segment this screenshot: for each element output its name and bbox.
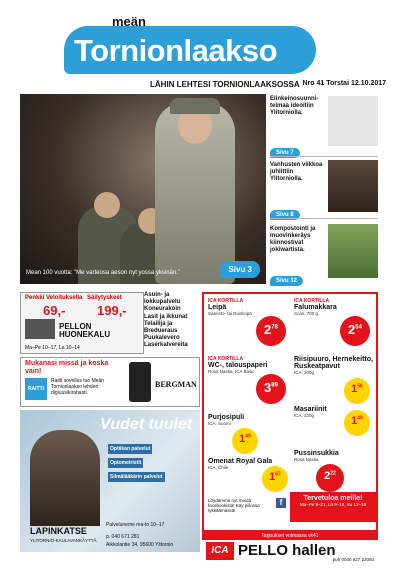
- product-name: WC-, talouspaperi: [208, 362, 268, 369]
- facebook-icon[interactable]: f: [276, 498, 286, 508]
- ad-brand: PELLON HUONEKALU: [59, 322, 111, 339]
- price-badge: [344, 378, 370, 404]
- price-cents: 89: [271, 382, 278, 389]
- product-name: Pussinsukkia: [294, 450, 339, 457]
- product-pussinsukkia[interactable]: [294, 450, 339, 462]
- hero-caption: Mean 100 vuotta: "Me varteosa aeson nyt yossa yksinän.": [26, 270, 181, 276]
- divider: [270, 156, 378, 157]
- price-badge: [340, 316, 370, 346]
- product-paperi[interactable]: [208, 356, 268, 374]
- ica-card-tag: ICA KORTILLA: [208, 356, 244, 362]
- teaser-page-badge[interactable]: Sivu 8: [270, 210, 300, 220]
- ica-logo: ICA: [206, 542, 234, 560]
- product-masariinit[interactable]: [294, 406, 327, 418]
- product-desc: ICA, 300g: [294, 370, 315, 375]
- product-name: Riisipuuro, Hernekeitto, Ruskeatpavut: [294, 356, 373, 370]
- logo-subtitle: LÄHIN LEHTESI TORNIONLAAKSOSSA: [150, 80, 300, 89]
- price-euro: 1: [269, 471, 276, 483]
- teaser-1[interactable]: [270, 96, 324, 117]
- ad-hours: Ma–Pe 10–17, La 10–14: [25, 345, 80, 351]
- bench-image: [25, 319, 55, 339]
- price-euro: 1: [351, 383, 358, 395]
- teaser-page-badge[interactable]: Sivu 7: [270, 148, 300, 158]
- product-name: Falumakkara: [294, 304, 337, 311]
- ica-card-tag: ICA KORTILLA: [294, 298, 330, 304]
- ad-point: Silmälääkärin palvelut: [110, 474, 163, 480]
- teaser-3[interactable]: [270, 226, 326, 254]
- ad-line: Penkki Veloituksella: [25, 295, 83, 301]
- teaser-page-badge[interactable]: Sivu 12: [270, 276, 303, 286]
- ad-list-item: Bredueraus: [144, 328, 178, 335]
- product-desc: ICA, Chile: [208, 465, 229, 470]
- ad-brand: LAPINKATSE: [30, 526, 87, 536]
- product-omenat[interactable]: [208, 458, 272, 470]
- price-euro: 1: [239, 433, 246, 445]
- price-badge: [232, 428, 258, 454]
- ad-list-item: Lasit ja ikkunat: [144, 313, 188, 320]
- price-euro: 2: [324, 470, 331, 482]
- ad-list-item: Koneurakoin: [144, 306, 181, 313]
- product-desc: Saaristo- tai Ruisleipä: [208, 311, 252, 316]
- ad-list-item: Telailija ja: [144, 320, 173, 327]
- ica-valid-bar: [202, 532, 378, 540]
- teaser-image[interactable]: [328, 96, 378, 146]
- ad-list-item: Puukalevero: [144, 335, 180, 342]
- ad-line: Säilytyskeet: [87, 295, 122, 301]
- price-badge: [344, 410, 370, 436]
- logo-prefix: meän: [112, 14, 146, 29]
- ad-price: 199,-: [97, 303, 127, 318]
- divider: [270, 218, 378, 219]
- product-desc: Rosa Nastia: [294, 457, 319, 462]
- product-desc: Scan, 700 g: [294, 311, 319, 316]
- hero-figure-head: [94, 192, 120, 218]
- product-name: Masariinit: [294, 406, 327, 413]
- product-name: Omenat Royal Gala: [208, 458, 273, 465]
- product-leipa[interactable]: [208, 298, 260, 316]
- price-euro: 1: [351, 415, 358, 427]
- ad-point: Optometristit: [110, 460, 142, 466]
- facebook-note: Löydämme nyt meidä facebookista! Käy piilossa tykkäämässä!: [208, 498, 260, 513]
- teaser-2[interactable]: [270, 162, 326, 183]
- ad-title: Mukanasi missä ja koska vain!: [25, 360, 109, 375]
- product-falumakkara[interactable]: [294, 298, 337, 316]
- welcome-text: Tervetuloa meille!: [303, 495, 363, 502]
- ad-body: Raitti sovellus tuo Meän Tornionlaakso lehden digiuusikirahasti.: [51, 378, 105, 396]
- price-cents: 49: [245, 433, 251, 440]
- ad-pello-huonekalu[interactable]: [20, 292, 144, 354]
- ad-point: Optiikan palvelut: [110, 446, 151, 452]
- ad-list-item: lokkupalvelu: [144, 299, 181, 306]
- price-euro: 2: [348, 322, 356, 337]
- price-badge: [316, 464, 344, 492]
- ad-ica[interactable]: [202, 292, 378, 532]
- opening-hours: Ma–Pe 9–21, La 9–18, Su 12–18: [299, 502, 367, 507]
- ad-phone: p. 040 671 281: [106, 534, 140, 540]
- store-phone: puh 0040 927 22050: [332, 557, 374, 562]
- price-cents: 54: [355, 324, 362, 331]
- ica-footer[interactable]: [202, 542, 378, 562]
- product-desc: ICA, Suomi: [208, 421, 231, 426]
- store-name: PELLO hallen: [238, 542, 336, 559]
- raitti-logo: RAITTI: [25, 378, 47, 400]
- teaser-text: Kompostointi ja muovinkeräys kiinnostivat jokiwartista.: [270, 226, 316, 253]
- phone-image: [129, 362, 151, 402]
- product-name: Purjosipuli: [208, 414, 245, 421]
- ica-card-tag: ICA KORTILLA: [208, 298, 244, 304]
- ad-service-list[interactable]: [144, 292, 200, 354]
- ad-address: Aikkolantie 34, 95600 Ylitornio: [106, 542, 174, 548]
- price-euro: 2: [264, 322, 272, 337]
- ad-hours: Palveluneme ma-to 10–17: [106, 522, 165, 528]
- price-cents: 67: [275, 471, 281, 478]
- ad-raitti[interactable]: [20, 357, 200, 407]
- issue-number: Nro 41 Torstai 12.10.2017: [302, 80, 386, 87]
- teaser-image[interactable]: [328, 224, 378, 278]
- bergman-logo: BERGMAN: [155, 380, 197, 389]
- product-purjosipuli[interactable]: [208, 414, 244, 426]
- price-euro: 3: [264, 380, 272, 395]
- price-badge: [256, 374, 286, 404]
- ad-price: 69,-: [43, 303, 66, 318]
- model-image: [30, 430, 100, 526]
- hero-page-badge[interactable]: Sivu 3: [220, 261, 260, 278]
- product-name: Leipä: [208, 304, 227, 311]
- product-desc: Rosa Nastia, ICA Basic: [208, 369, 255, 374]
- hero-cap: [170, 98, 220, 114]
- price-badge: [262, 466, 288, 492]
- logo-title: Tornionlaakso: [74, 33, 278, 68]
- product-riisipuuro[interactable]: [294, 356, 376, 375]
- price-cents: 78: [271, 324, 278, 331]
- valid-text: Tarjoukset voimassa vk41: [261, 533, 319, 539]
- teaser-text: Vanhusten viikkoa juhlittiin Ylitorniolla.: [270, 162, 323, 182]
- ad-sub: YLITORNIO-KAULAVANKÄYTTÄ: [30, 538, 97, 543]
- product-desc: ICA, 320g: [294, 413, 315, 418]
- teaser-image[interactable]: [328, 160, 378, 212]
- ad-lapinkatse[interactable]: [20, 410, 200, 552]
- ad-title: Vudet tuulet: [100, 416, 193, 433]
- price-cents: 22: [330, 470, 336, 477]
- hero-photo[interactable]: [20, 94, 266, 284]
- price-badge: [256, 316, 286, 346]
- ad-list-item: Laserkalvereita: [144, 342, 188, 349]
- ad-list-item: Asuin- ja: [144, 292, 170, 298]
- welcome-box: [290, 492, 376, 522]
- price-cents: 56: [357, 383, 363, 390]
- teaser-text: Elinkeinosuunni-telmaa ideoitiin Ylitorniolla.: [270, 96, 319, 116]
- price-cents: 49: [357, 415, 363, 422]
